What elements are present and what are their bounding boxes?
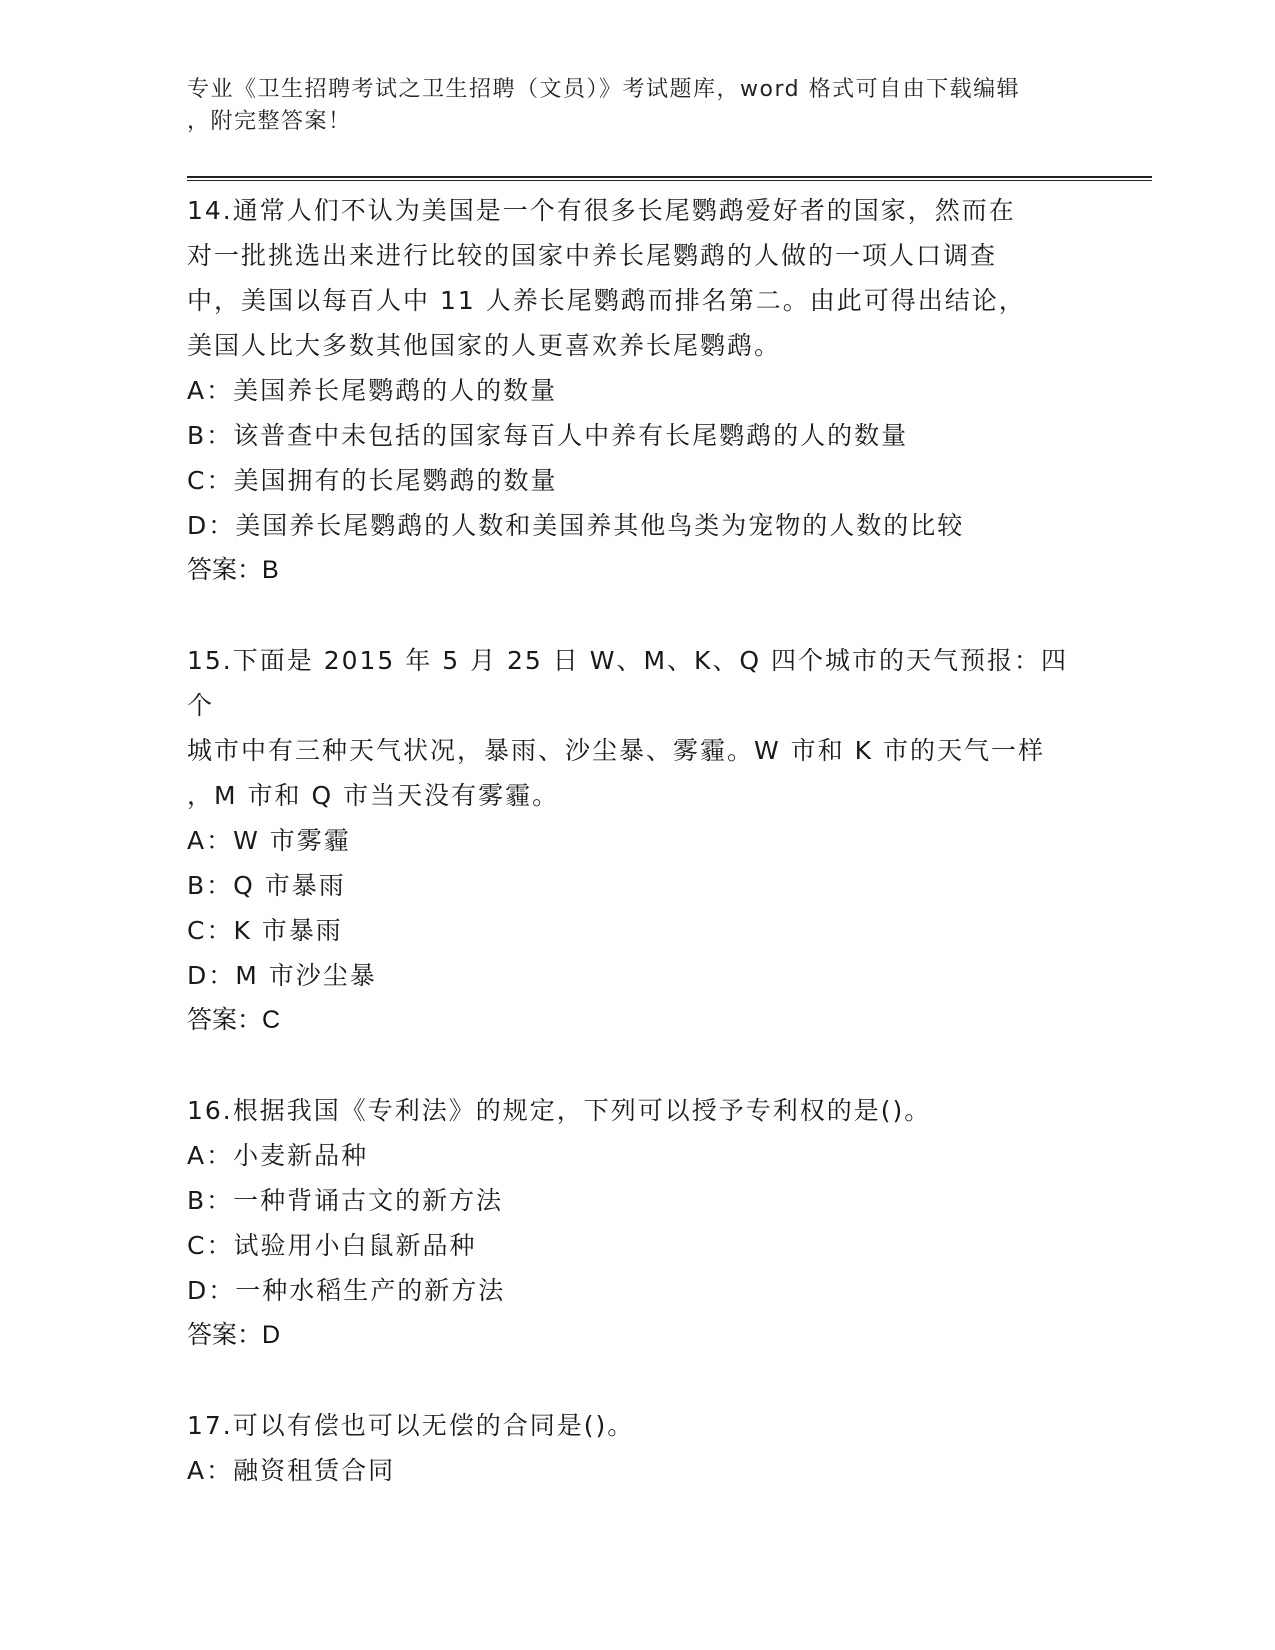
option-a: A：美国养长尾鹦鹉的人的数量 bbox=[187, 376, 558, 405]
answer-line: 答案：B bbox=[187, 556, 279, 584]
option-a: A：小麦新品种 bbox=[187, 1141, 369, 1170]
question-15 bbox=[187, 638, 1087, 1043]
header-line-2: ，附完整答案！ bbox=[187, 109, 352, 134]
question-stem-line: 14.通常人们不认为美国是一个有很多长尾鹦鹉爱好者的国家，然而在 bbox=[187, 196, 1016, 225]
question-stem-line: 美国人比大多数其他国家的人更喜欢养长尾鹦鹉。 bbox=[187, 331, 782, 360]
option-b: B：一种背诵古文的新方法 bbox=[187, 1186, 504, 1215]
option-c: C：美国拥有的长尾鹦鹉的数量 bbox=[187, 466, 558, 495]
option-b: B：该普查中未包括的国家每百人中养有长尾鹦鹉的人的数量 bbox=[187, 421, 909, 450]
option-d: D：美国养长尾鹦鹉的人数和美国养其他鸟类为宠物的人数的比较 bbox=[187, 511, 965, 540]
header-line-1: 专业《卫生招聘考试之卫生招聘（文员）》考试题库，word 格式可自由下载编辑 bbox=[187, 77, 1021, 102]
question-stem-line: 17.可以有偿也可以无偿的合同是()。 bbox=[187, 1411, 635, 1440]
answer-line: 答案：D bbox=[187, 1321, 281, 1349]
option-a: A：融资租赁合同 bbox=[187, 1456, 396, 1485]
question-16 bbox=[187, 1088, 1087, 1358]
question-stem-line: 16.根据我国《专利法》的规定，下列可以授予专利权的是()。 bbox=[187, 1096, 932, 1125]
question-stem-line: ，M 市和 Q 市当天没有雾霾。 bbox=[187, 781, 560, 810]
question-list bbox=[187, 188, 1087, 1493]
answer-line: 答案：C bbox=[187, 1006, 281, 1034]
question-stem-line: 对一批挑选出来进行比较的国家中养长尾鹦鹉的人做的一项人口调查 bbox=[187, 241, 998, 270]
question-17 bbox=[187, 1403, 1087, 1493]
spacer bbox=[187, 593, 1087, 638]
header-divider bbox=[187, 176, 1152, 181]
question-stem-line: 15.下面是 2015 年 5 月 25 日 W、M、K、Q 四个城市的天气预报：四个 bbox=[187, 646, 1069, 720]
option-c: C：K 市暴雨 bbox=[187, 916, 343, 945]
document-header bbox=[187, 74, 1067, 138]
option-b: B：Q 市暴雨 bbox=[187, 871, 346, 900]
option-d: D：一种水稻生产的新方法 bbox=[187, 1276, 506, 1305]
question-14 bbox=[187, 188, 1087, 593]
option-c: C：试验用小白鼠新品种 bbox=[187, 1231, 477, 1260]
option-d: D：M 市沙尘暴 bbox=[187, 961, 377, 990]
spacer bbox=[187, 1043, 1087, 1088]
spacer bbox=[187, 1358, 1087, 1403]
question-stem-line: 中，美国以每百人中 11 人养长尾鹦鹉而排名第二。由此可得出结论， bbox=[187, 286, 1026, 315]
option-a: A：W 市雾霾 bbox=[187, 826, 351, 855]
question-stem-line: 城市中有三种天气状况，暴雨、沙尘暴、雾霾。W 市和 K 市的天气一样 bbox=[187, 736, 1045, 765]
